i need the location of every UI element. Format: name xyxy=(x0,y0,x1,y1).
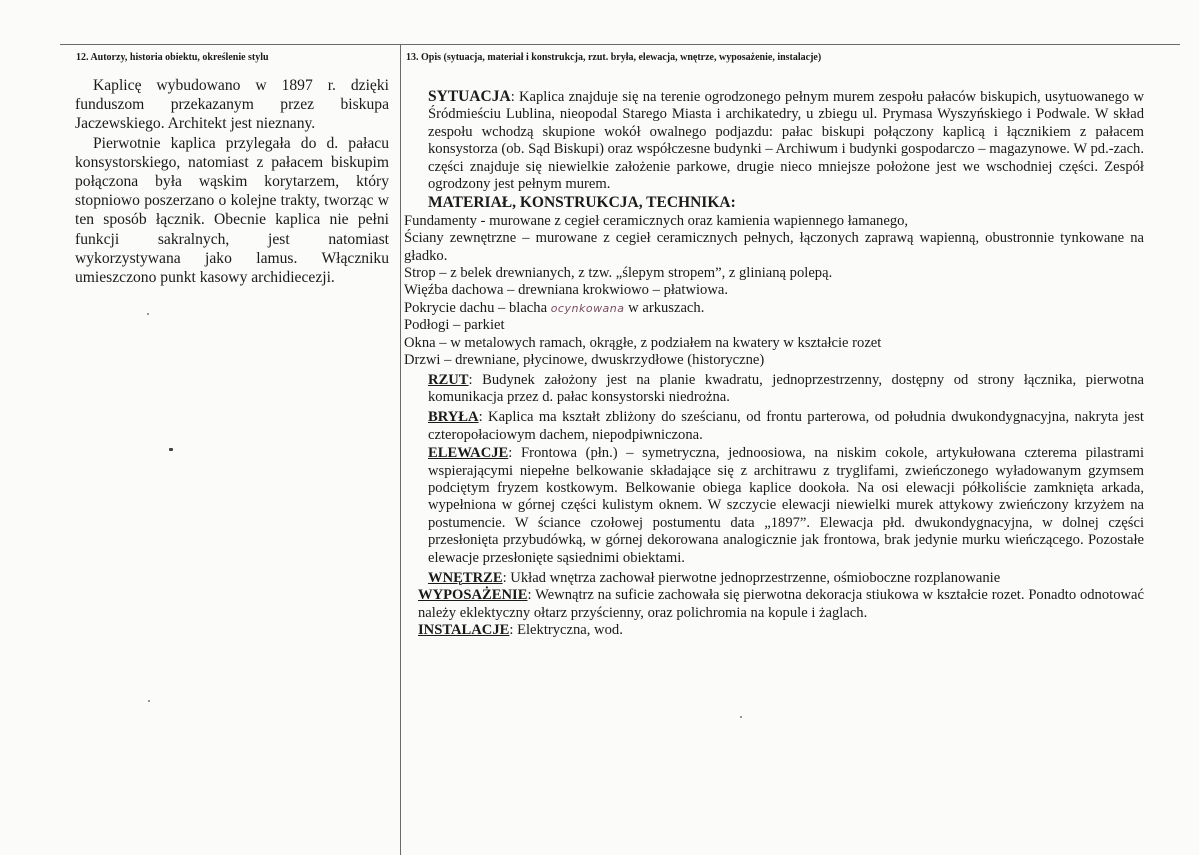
history-paragraph-1: Kaplicę wybudowano w 1897 r. dzięki funduszom przekazanym przez biskupa Jaczewskiego. Architekt jest nieznany. xyxy=(75,77,389,133)
rzut-paragraph xyxy=(404,372,1144,407)
sytuacja-text: : Kaplica znajduje się na terenie ogrodzonego pełnym murem zespołu pałaców biskupich, usytuowanego w Śródmieściu Lublina, nieopodal Starego Miasta i archikatedry, u zbiegu ul. Prymasa Wyszyńskiego i Podwale. W skład zespołu wchodzą skupione wokół owalnego podjazdu: pałac biskupi połączony kaplicą i łącznikiem z pałacem konsystorza (ob. Sąd Biskupi) oraz współczesne budynki – Archiwum i budynki gospodarczo – magazynowe. W pd.-zach. części znajduje się niewielkie założenie parkowe, drugie nieco mniejsze położone jest we wschodniej części. Zespół ogrodzony jest pełnym murem. xyxy=(428,89,1144,193)
pokrycie-text-a: Pokrycie dachu – blacha xyxy=(404,299,551,316)
wyposazenie-text: : Wewnątrz na suficie zachowała się pierwotna dekoracja stiukowa w kształcie rozet. Ponadto odnotować należy eklektyczny ołtarz przyścienny, oraz polichromia na kopule i żaglach. xyxy=(418,587,1144,621)
instalacje-paragraph xyxy=(404,622,1144,639)
drzwi-line: Drzwi – drewniane, płycinowe, dwuskrzydłowe (historyczne) xyxy=(404,352,765,369)
elewacje-text: : Frontowa (płn.) – symetryczna, jednoosiowa, na niskim cokole, artykułowana czterema pilastrami wspierającymi niepełne belkowanie składające się z architrawu z tryglifami, zwieńczonego wyładowanym gzymsem podciętym fryzem kostkowym. Belkowanie obiega kaplice dookoła. Na osi elewacji półkoliście zamknięta arkada, wypełniona w górnej części kulistym oknem. W szczycie elewacji niewielki murek attykowy zwieńczony krzyżem na postumencie. W ściance czołowej postumentu data „1897”. Elewacja płd. dwukondygnacyjna, w dolnej części przesłonięta przybudówką, w górnej dekorowana analogicznie jak frontowa, brak jedynie murku wieńczącego. Pozostałe elewacje przesłonięte sąsiednimi obiektami. xyxy=(428,445,1144,566)
column-divider xyxy=(400,44,401,855)
material-heading-line xyxy=(404,194,1144,212)
fundamenty-line: Fundamenty - murowane z cegieł ceramicznych oraz kamienia wapiennego łamanego, xyxy=(404,212,909,229)
wyposazenie-label: WYPOSAŻENIE xyxy=(418,587,528,604)
scan-dot xyxy=(148,700,150,702)
history-column xyxy=(75,76,389,287)
elewacje-paragraph xyxy=(404,445,1144,567)
scan-dot xyxy=(147,313,149,315)
instalacje-label: INSTALACJE xyxy=(418,622,510,639)
wnetrze-text: : Układ wnętrza zachował pierwotne jednoprzestrzenne, ośmioboczne rozplanowanie xyxy=(502,569,1001,586)
strop-line: Strop – z belek drewnianych, z tzw. „ślepym stropem”, z glinianą polepą. xyxy=(404,265,833,282)
scan-dot xyxy=(740,716,742,718)
wnetrze-paragraph xyxy=(404,570,1144,587)
bryla-paragraph xyxy=(404,409,1144,444)
podlogi-line: Podłogi – parkiet xyxy=(404,317,505,334)
wnetrze-label: WNĘTRZE xyxy=(428,569,503,586)
handwritten-annotation: ocynkowana xyxy=(550,301,625,315)
sytuacja-label: SYTUACJA xyxy=(428,88,511,105)
sciany-line: Ściany zewnętrzne – murowane z cegieł ceramicznych pełnych, łączonych zaprawą wapienną, obustronnie tynkowane na gładko. xyxy=(404,230,1144,264)
wyposazenie-paragraph xyxy=(404,587,1144,622)
elewacje-label: ELEWACJE xyxy=(428,445,509,462)
pokrycie-line xyxy=(404,300,1144,317)
section-13-heading: 13. Opis (sytuacja, materiał i konstrukcja, rzut. bryła, elewacja, wnętrze, wyposażenie, instalacje) xyxy=(406,52,822,63)
bryla-text: : Kaplica ma kształt zbliżony do sześcianu, od frontu parterowa, od południa dwukondygnacyjna, nakryta jest czteropołaciowym dachem, niepodpiwniczona. xyxy=(428,409,1144,443)
rzut-label: RZUT xyxy=(428,371,469,388)
sytuacja-paragraph xyxy=(404,88,1144,193)
pokrycie-text-b: w arkuszach. xyxy=(624,299,705,316)
material-label: MATERIAŁ, KONSTRUKCJA, TECHNIKA: xyxy=(428,194,736,212)
scan-speck xyxy=(169,448,173,451)
okna-line: Okna – w metalowych ramach, okrągłe, z podziałem na kwatery w kształcie rozet xyxy=(404,334,882,351)
section-12-heading: 12. Autorzy, historia obiektu, określenie stylu xyxy=(76,52,269,63)
history-paragraph-2: Pierwotnie kaplica przylegała do d. pałacu konsystorskiego, natomiast z pałacem biskupim połączona była wąskim korytarzem, który stopniowo poszerzano o kolejne trakty, tworząc w ten sposób łącznik. Obecnie kaplica nie pełni funkcji sakralnych, jest natomiast wykorzystywana jako lamus. Włączniku umieszczono punkt kasowy archidiecezji. xyxy=(75,134,389,287)
description-column xyxy=(404,88,1144,640)
rzut-text: : Budynek założony jest na planie kwadratu, jednoprzestrzenny, dostępny od strony łącznika, pierwotna komunikacja przez d. pałac konsystorski niedrożna. xyxy=(428,371,1144,405)
wiezba-line: Więźba dachowa – drewniana krokwiowo – płatwiowa. xyxy=(404,282,729,299)
top-rule xyxy=(60,44,1180,45)
instalacje-text: : Elektryczna, wod. xyxy=(509,622,623,639)
bryla-label: BRYŁA xyxy=(428,409,479,426)
